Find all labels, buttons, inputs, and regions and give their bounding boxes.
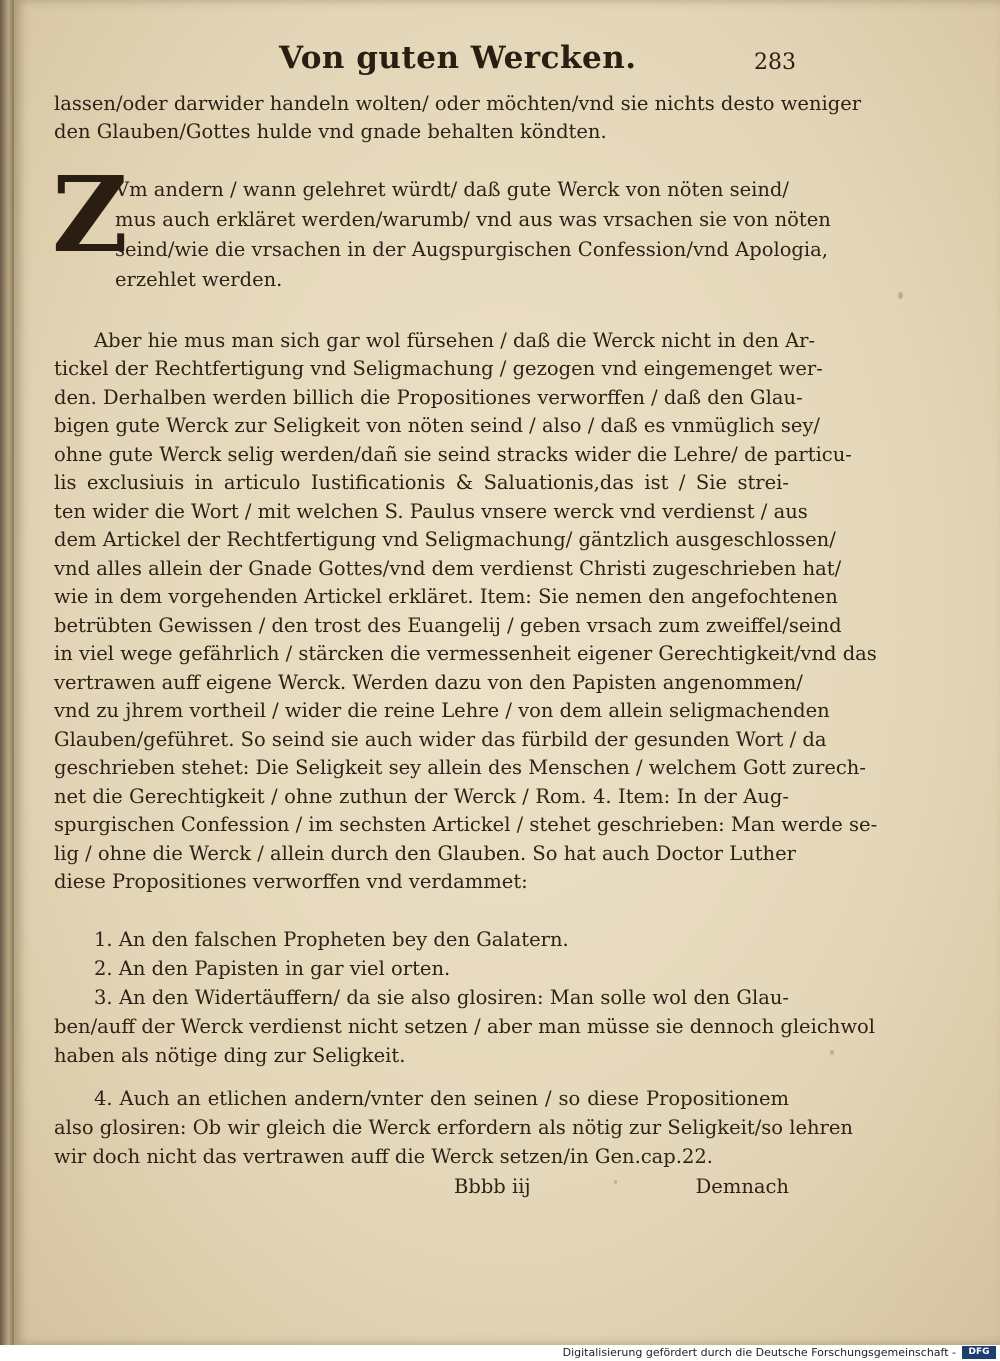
- text-line: net die Gerechtigkeit / ohne zuthun der Werck / Rom. 4. Item: In der Aug-: [54, 785, 789, 808]
- text-line: dem Artickel der Rechtfertigung vnd Seligmachung/ gäntzlich ausgeschlossen/: [54, 528, 836, 551]
- list-item: 4. Auch an etlichen andern/vnter den seinen / so diese Propositionem: [94, 1087, 789, 1110]
- catchword: Demnach: [695, 1175, 789, 1198]
- footer-bar: [0, 1345, 1000, 1361]
- book-edge: [0, 0, 14, 1345]
- funding-notice: Digitalisierung gefördert durch die Deutsche Forschungsgemeinschaft -: [562, 1346, 956, 1359]
- running-head: [14, 40, 1000, 80]
- text-line: haben als nötige ding zur Seligkeit.: [54, 1044, 406, 1067]
- page-number: 283: [754, 50, 796, 75]
- text-line: spurgischen Confession / im sechsten Artickel / stehet geschrieben: Man werde se-: [54, 813, 878, 836]
- text-line: ten wider die Wort / mit welchen S. Paulus vnsere werck vnd verdienst / aus: [54, 500, 808, 523]
- list-item: 2. An den Papisten in gar viel orten.: [94, 957, 451, 980]
- text-line: ben/auff der Werck verdienst nicht setzen / aber man müsse sie dennoch gleichwol: [54, 1015, 875, 1038]
- book-page: [14, 0, 1000, 1345]
- text-line: Glauben/geführet. So seind sie auch wider das fürbild der gesunden Wort / da: [54, 728, 827, 751]
- list-item: 3. An den Widertäuffern/ da sie also glosiren: Man solle wol den Glau-: [94, 986, 789, 1009]
- text-line: wir doch nicht das vertrawen auff die Werck setzen/in Gen.cap.22.: [54, 1145, 714, 1168]
- running-head-title: Von guten Wercken.: [279, 40, 637, 76]
- text-line: vertrawen auff eigene Werck. Werden dazu von den Papisten angenommen/: [54, 671, 803, 694]
- text-line: seind/wie die vrsachen in der Augspurgischen Confession/vnd Apologia,: [115, 238, 828, 261]
- text-line: bigen gute Werck zur Seligkeit von nöten seind / also / daß es vnmüglich sey/: [54, 414, 820, 437]
- text-line: vnd zu jhrem vortheil / wider die reine Lehre / von dem allein seligmachenden: [54, 699, 830, 722]
- list-item: 1. An den falschen Propheten bey den Galatern.: [94, 928, 569, 951]
- drop-cap-initial: Z: [52, 153, 128, 276]
- text-line: den Glauben/Gottes hulde vnd gnade behalten köndten.: [54, 120, 607, 143]
- text-line: lassen/oder darwider handeln wolten/ oder möchten/vnd sie nichts desto weniger: [54, 92, 862, 115]
- text-line: wie in dem vorgehenden Artickel erkläret. Item: Sie nemen den angefochtenen: [54, 585, 838, 608]
- text-line: lis exclusiuis in articulo Iustificationis & Saluationis,das ist / Sie strei-: [54, 471, 789, 494]
- text-line: betrübten Gewissen / den trost des Euangelij / geben vrsach zum zweiffel/seind: [54, 614, 842, 637]
- signature-mark: Bbbb iij: [454, 1175, 531, 1198]
- text-line: erzehlet werden.: [115, 268, 283, 291]
- text-line: tickel der Rechtfertigung vnd Seligmachung / gezogen vnd eingemenget wer-: [54, 357, 823, 380]
- text-line: ohne gute Werck selig werden/dañ sie seind stracks wider die Lehre/ de particu-: [54, 443, 852, 466]
- text-line: vnd alles allein der Gnade Gottes/vnd dem verdienst Christi zugeschrieben hat/: [54, 557, 842, 580]
- dfg-logo: DFG: [962, 1346, 996, 1359]
- text-line: geschrieben stehet: Die Seligkeit sey allein des Menschen / welchem Gott zurech-: [54, 756, 866, 779]
- text-line: also glosiren: Ob wir gleich die Werck erfordern als nötig zur Seligkeit/so lehren: [54, 1116, 853, 1139]
- text-line: mus auch erkläret werden/warumb/ vnd aus was vrsachen sie von nöten: [115, 208, 831, 231]
- text-line: Vm andern / wann gelehret würdt/ daß gute Werck von nöten seind/: [115, 178, 789, 201]
- text-line: den. Derhalben werden billich die Propositiones verworffen / daß den Glau-: [54, 386, 803, 409]
- text-line: lig / ohne die Werck / allein durch den Glauben. So hat auch Doctor Luther: [54, 842, 796, 865]
- text-line: diese Propositiones verworffen vnd verdammet:: [54, 870, 528, 893]
- paper-stain: [830, 1050, 834, 1055]
- text-line: in viel wege gefährlich / stärcken die vermessenheit eigener Gerechtigkeit/vnd das: [54, 642, 877, 665]
- paper-stain: [898, 292, 903, 299]
- text-line: Aber hie mus man sich gar wol fürsehen / daß die Werck nicht in den Ar-: [94, 329, 816, 352]
